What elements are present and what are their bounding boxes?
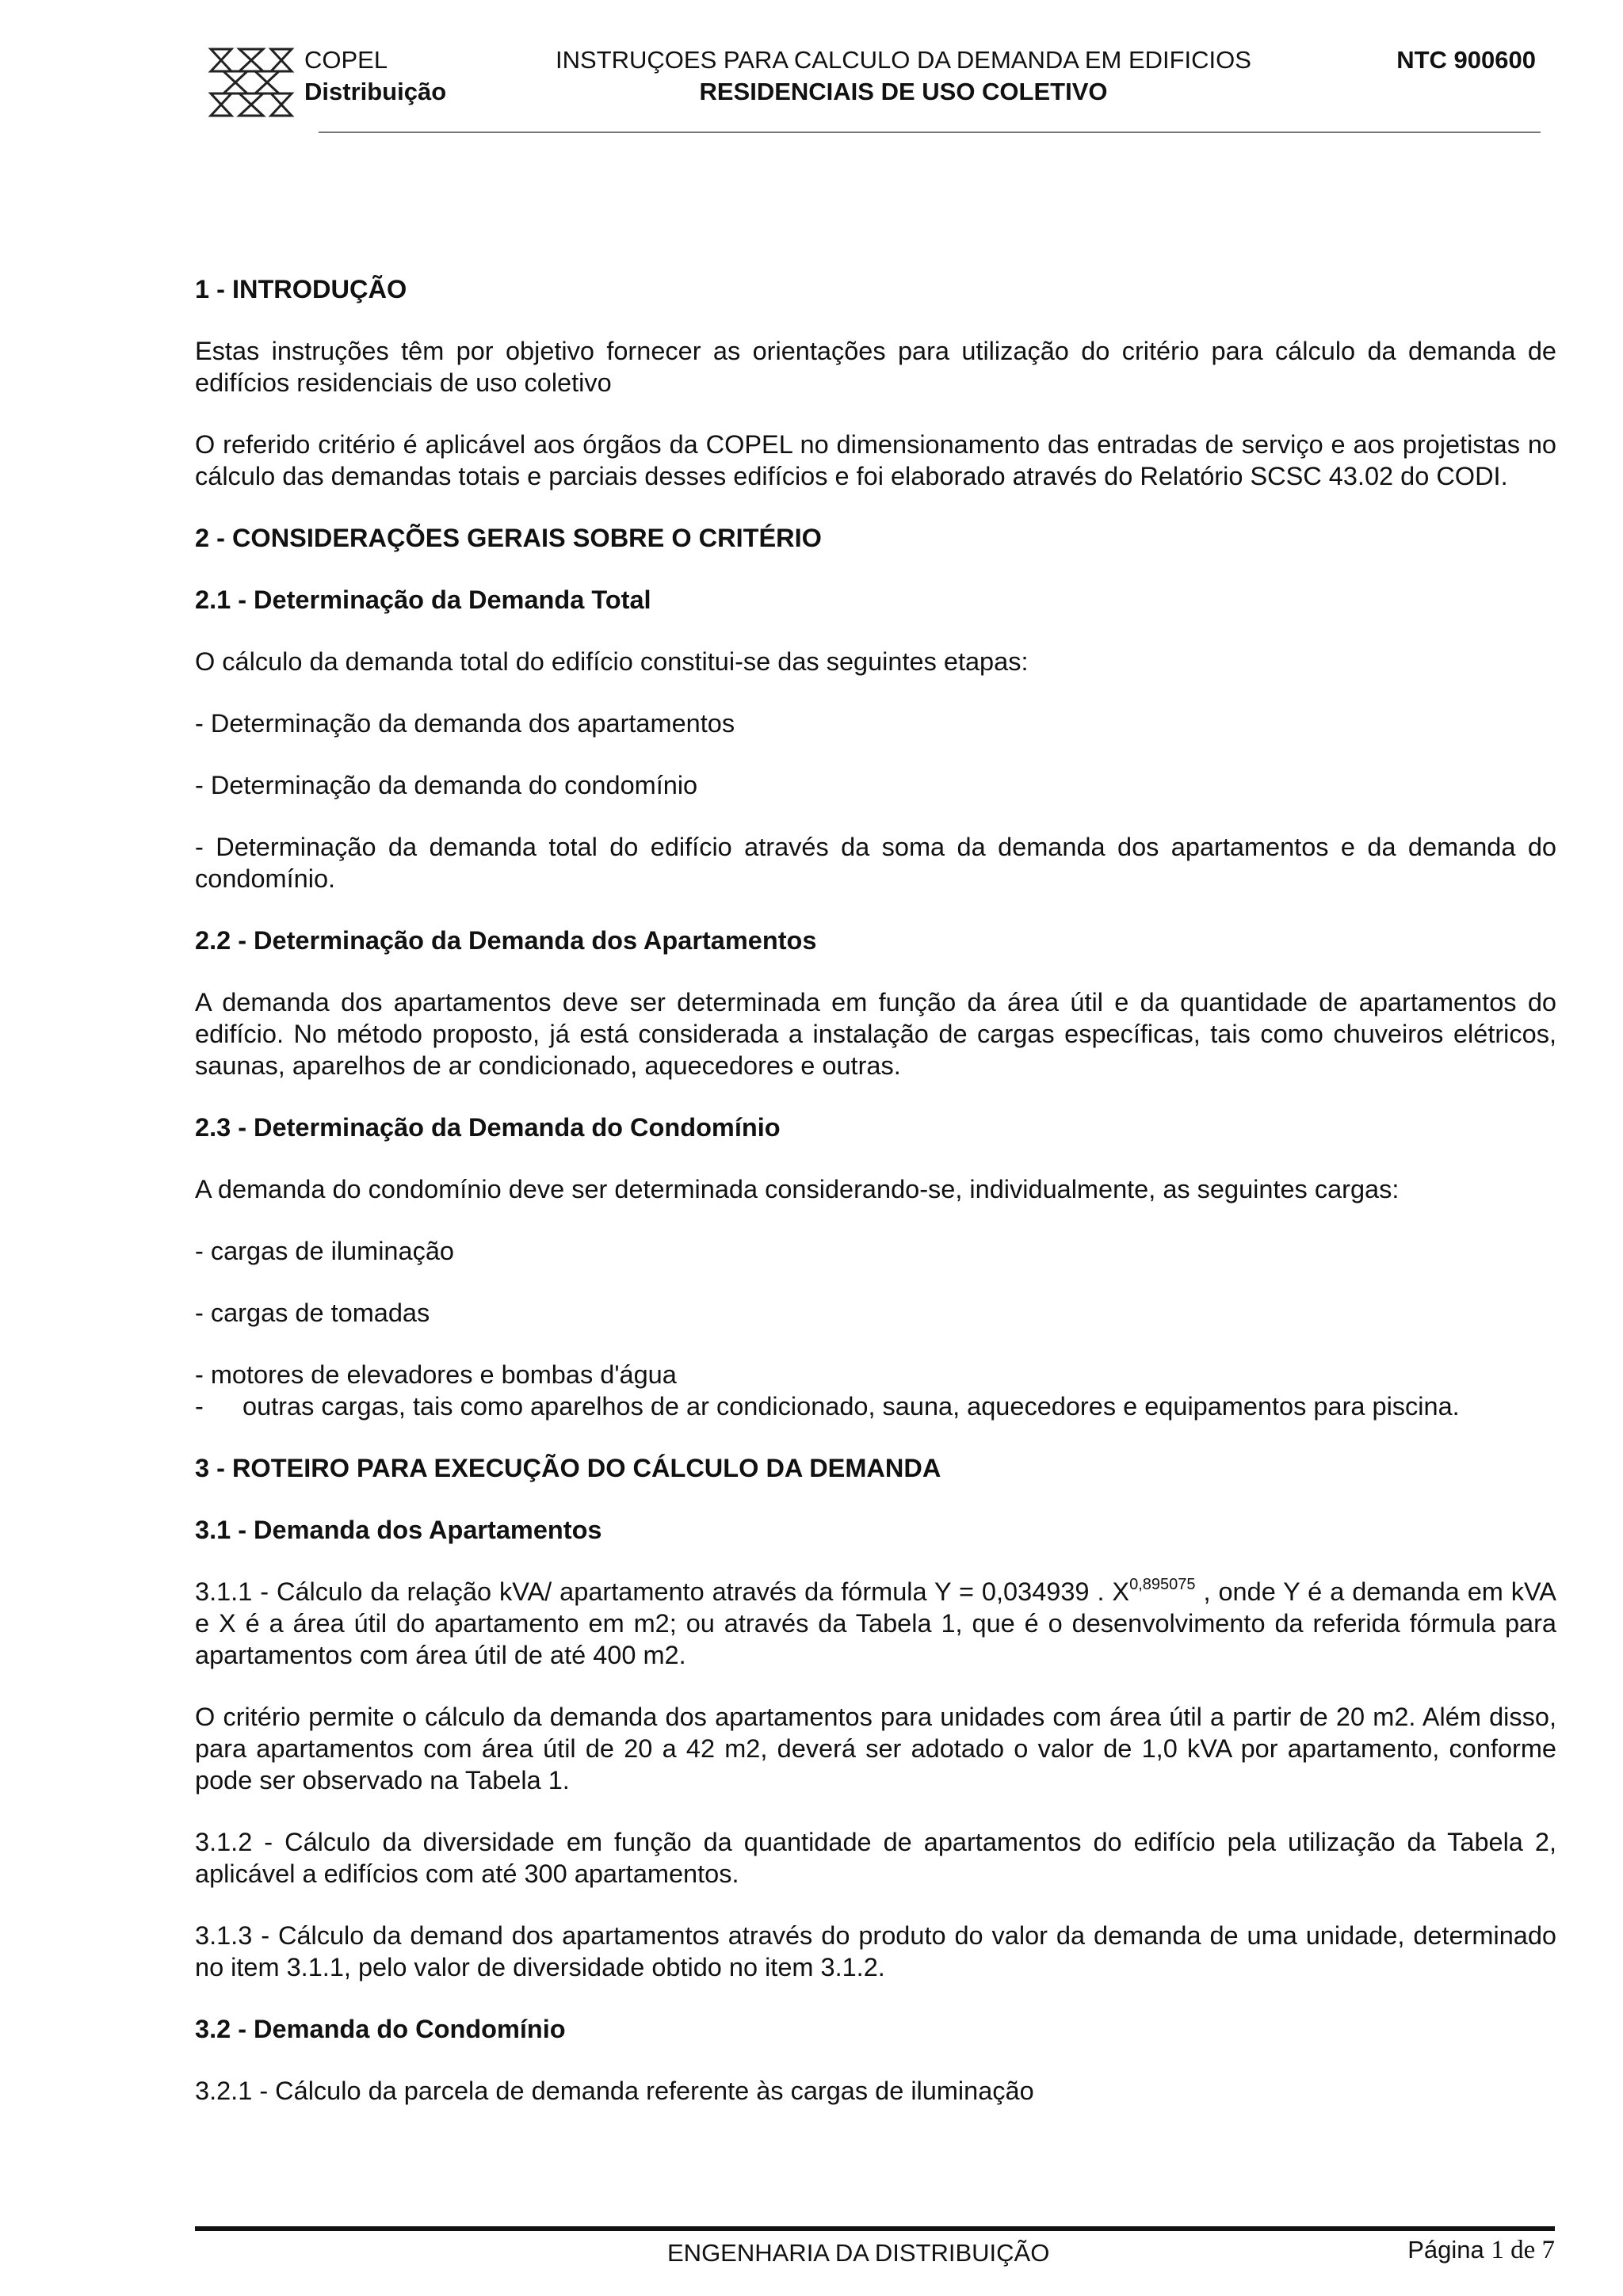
document-title	[444, 44, 1363, 108]
list-item: - motores de elevadores e bombas d'água	[195, 1360, 677, 1389]
list-item	[195, 1390, 1556, 1422]
subsection-heading-2-3: 2.3 - Determinação da Demanda do Condomínio	[195, 1113, 781, 1142]
list-item-text: outras cargas, tais como aparelhos de ar condicionado, sauna, aquecedores e equipamentos para piscina.	[242, 1392, 1460, 1421]
subsection-heading-3-1: 3.1 - Demanda dos Apartamentos	[195, 1516, 602, 1544]
list-item: - Determinação da demanda do condomínio	[195, 771, 698, 799]
page-indicator	[1407, 2236, 1555, 2265]
formula-exponent: 0,895075	[1129, 1576, 1196, 1593]
page-label: Página	[1407, 2236, 1484, 2264]
formula-text-continued: , onde Y é a demanda em kVA e X é a área útil do apartamento em m2; ou através da Tabela 1, que é o desenvolvimento da referida fórmula para apartamentos com área útil de até 400 m2.	[195, 1577, 1556, 1669]
formula-text: 3.1.1 - Cálculo da relação kVA/ apartamento através da fórmula Y = 0,034939 . X	[195, 1577, 1130, 1606]
subsection-heading-2-1: 2.1 - Determinação da Demanda Total	[195, 585, 651, 614]
section-heading-1: 1 - INTRODUÇÃO	[195, 275, 407, 303]
company-line-2: Distribuição	[304, 78, 447, 105]
section-heading-3: 3 - ROTEIRO PARA EXECUÇÃO DO CÁLCULO DA DEMANDA	[195, 1454, 941, 1482]
list-item: - cargas de tomadas	[195, 1299, 430, 1327]
footer-department: ENGENHARIA DA DISTRIBUIÇÃO	[667, 2239, 1050, 2267]
list-item: - Determinação da demanda dos apartamentos	[195, 709, 735, 738]
list-dash: -	[195, 1392, 204, 1421]
document-code: NTC 900600	[1396, 46, 1536, 74]
header-divider	[319, 132, 1541, 133]
paragraph: 3.1.2 - Cálculo da diversidade em função da quantidade de apartamentos do edifício pela utilização da Tabela 2, aplicável a edifícios com até 300 apartamentos.	[195, 1828, 1556, 1888]
document-body	[195, 273, 1556, 2137]
copel-logo-icon	[208, 43, 295, 122]
page-number: 1 de 7	[1491, 2236, 1555, 2264]
document-title-line-2: RESIDENCIAIS DE USO COLETIVO	[699, 78, 1108, 105]
paragraph: O referido critério é aplicável aos órgãos da COPEL no dimensionamento das entradas de serviço e aos projetistas no cálculo das demandas totais e parciais desses edifícios e foi elaborado através do Relatório SCSC 43.02 do CODI.	[195, 430, 1556, 490]
list-item: - cargas de iluminação	[195, 1237, 454, 1265]
company-line-1: COPEL	[304, 46, 388, 74]
subsection-heading-3-2: 3.2 - Demanda do Condomínio	[195, 2015, 566, 2043]
paragraph: 3.2.1 - Cálculo da parcela de demanda referente às cargas de iluminação	[195, 2077, 1034, 2105]
document-title-line-1: INSTRUÇOES PARA CALCULO DA DEMANDA EM EDIFICIOS	[556, 46, 1251, 74]
paragraph: O cálculo da demanda total do edifício constitui-se das seguintes etapas:	[195, 647, 1029, 676]
paragraph	[195, 1576, 1556, 1671]
list-item: - Determinação da demanda total do edifício através da soma da demanda dos apartamentos e da demanda do condomínio.	[195, 833, 1556, 893]
section-heading-2: 2 - CONSIDERAÇÕES GERAIS SOBRE O CRITÉRIO	[195, 524, 822, 552]
paragraph: O critério permite o cálculo da demanda dos apartamentos para unidades com área útil a partir de 20 m2. Além disso, para apartamentos com área útil de 20 a 42 m2, deverá ser adotado o valor de 1,0 kVA por apartamento, conforme pode ser observado na Tabela 1.	[195, 1703, 1556, 1794]
paragraph: Estas instruções têm por objetivo fornecer as orientações para utilização do critério para cálculo da demanda de edifícios residenciais de uso coletivo	[195, 337, 1556, 397]
subsection-heading-2-2: 2.2 - Determinação da Demanda dos Apartamentos	[195, 926, 817, 955]
company-name	[304, 44, 446, 108]
paragraph: A demanda dos apartamentos deve ser determinada em função da área útil e da quantidade de apartamentos do edifício. No método proposto, já está considerada a instalação de cargas específicas, tais como chuveiros elétricos, saunas, aparelhos de ar condicionado, aquecedores e outras.	[195, 988, 1556, 1080]
paragraph: 3.1.3 - Cálculo da demand dos apartamentos através do produto do valor da demanda de uma unidade, determinado no item 3.1.1, pelo valor de diversidade obtido no item 3.1.2.	[195, 1921, 1556, 1981]
footer-divider	[195, 2226, 1555, 2231]
paragraph: A demanda do condomínio deve ser determinada considerando-se, individualmente, as seguintes cargas:	[195, 1175, 1400, 1203]
